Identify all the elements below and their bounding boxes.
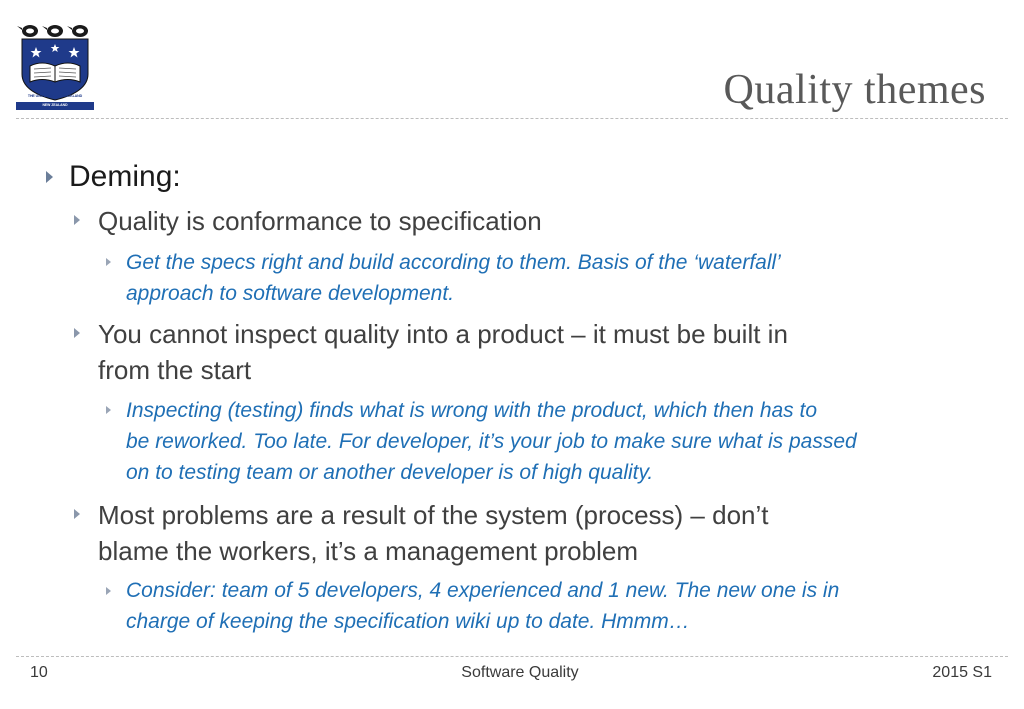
course-name: Software Quality xyxy=(461,664,579,681)
logo-subcaption: NEW ZEALAND xyxy=(42,103,68,107)
university-logo xyxy=(16,22,94,110)
sub-bullet-system-line1: Most problems are a result of the system (process) – don’t xyxy=(98,500,769,530)
note-testing-line2: be reworked. Too late. For developer, it’s your job to make sure what is passed xyxy=(126,430,857,453)
sub-bullet-arrow-icon xyxy=(74,328,80,338)
sub-bullet-conformance: Quality is conformance to specification xyxy=(98,206,542,236)
note-testing-line1: Inspecting (testing) finds what is wrong with the product, which then has to xyxy=(126,399,818,422)
note-waterfall-line2: approach to software development. xyxy=(126,282,455,305)
sub-bullet-arrow-icon xyxy=(74,509,80,519)
sub-bullet-system-line2: blame the workers, it’s a management problem xyxy=(98,536,638,566)
page-number: 10 xyxy=(30,664,48,681)
header-divider xyxy=(16,118,1008,119)
sub-bullet-inspect-line1: You cannot inspect quality into a product – it must be built in xyxy=(98,319,788,349)
slide-title: Quality themes xyxy=(723,67,986,113)
note-bullet-arrow-icon xyxy=(106,587,111,595)
sub-bullet-arrow-icon xyxy=(74,215,80,225)
footer-divider xyxy=(16,656,1008,657)
note-bullet-arrow-icon xyxy=(106,406,111,414)
term-label: 2015 S1 xyxy=(932,664,992,681)
bullet-deming: Deming: xyxy=(69,160,181,193)
note-testing-line3: on to testing team or another developer is of high quality. xyxy=(126,461,654,484)
bullet-arrow-icon xyxy=(46,171,53,183)
note-team-line1: Consider: team of 5 developers, 4 experienced and 1 new. The new one is in xyxy=(126,579,840,602)
note-team-line2: charge of keeping the specification wiki up to date. Hmmm… xyxy=(126,610,690,633)
note-waterfall-line1: Get the specs right and build according to them. Basis of the ‘waterfall’ xyxy=(126,251,781,274)
note-bullet-arrow-icon xyxy=(106,258,111,266)
sub-bullet-inspect-line2: from the start xyxy=(98,355,252,385)
logo-caption: THE UNIVERSITY OF AUCKLAND xyxy=(27,94,83,98)
